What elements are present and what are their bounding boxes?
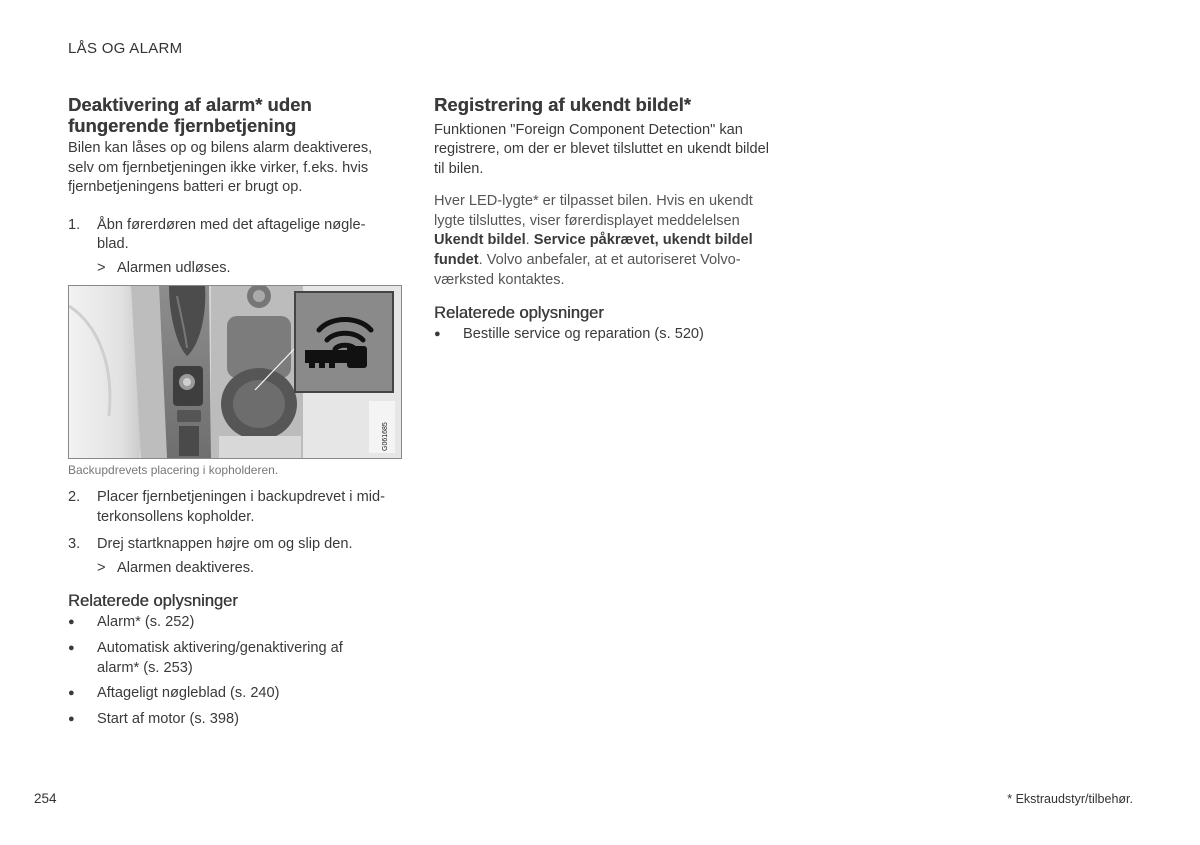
related-link-text: Start af motor (s. 398) <box>97 710 239 727</box>
left-intro: Bilen kan låses op og bilens alarm deaktiveres, selv om fjernbetjeningen ikke virker, f.eks. hvis fjernbetjeningens batteri er brugt op. <box>68 140 373 196</box>
bullet-icon: ● <box>68 687 75 700</box>
step-3-result <box>97 559 403 579</box>
right-paragraph <box>434 192 769 290</box>
result-text: Alarmen udløses. <box>117 259 231 276</box>
related-link[interactable] <box>434 325 774 345</box>
display-message-2: Service påkrævet, ukendt bildel fundet <box>434 232 753 269</box>
section-header: LÅS OG ALARM <box>68 40 183 57</box>
related-link[interactable] <box>68 710 403 730</box>
figure-caption: Backupdrevets placering i kopholderen. <box>68 463 279 477</box>
step-3 <box>68 535 403 555</box>
related-link-text: Aftageligt nøgleblad (s. 240) <box>97 685 280 702</box>
figure-code: G061685 <box>382 422 389 451</box>
paragraph-text: Hver LED-lygte* er tilpasset bilen. Hvis en ukendt lygte tilsluttes, viser førerdisplayet meddelelsen <box>434 193 753 229</box>
step-1 <box>68 216 403 255</box>
step-text: Åbn førerdøren med det aftagelige nøgle-blad. <box>97 216 366 253</box>
left-related-heading: Relaterede oplysninger <box>68 592 238 611</box>
bullet-icon: ● <box>68 616 75 629</box>
cupholder-figure <box>68 285 402 459</box>
related-link[interactable] <box>68 684 403 704</box>
page-number: 254 <box>34 791 57 806</box>
paragraph-text-end: . Volvo anbefaler, at et autoriseret Volvo-værksted kontaktes. <box>434 252 741 288</box>
result-marker: > <box>97 559 106 576</box>
step-1-result <box>97 259 403 279</box>
related-link[interactable] <box>68 639 403 678</box>
left-column-lower <box>68 488 403 729</box>
separator: . <box>525 232 534 249</box>
bullet-icon: ● <box>68 641 75 654</box>
step-text: Placer fjernbetjeningen i backupdrevet i mid-terkonsollens kopholder. <box>97 489 385 525</box>
result-marker: > <box>97 259 106 276</box>
step-number: 3. <box>68 536 81 553</box>
related-link[interactable] <box>68 613 403 633</box>
right-intro: Funktionen "Foreign Component Detection" kan registrere, om der er blevet tilsluttet en ukendt bildel til bilen. <box>434 121 770 177</box>
right-title: Registrering af ukendt bildel* <box>434 94 691 115</box>
display-message-1: Ukendt bildel <box>434 232 526 249</box>
result-text: Alarmen deaktiveres. <box>117 559 255 576</box>
left-title-line2: fungerende fjernbetjening <box>68 114 297 136</box>
step-text: Drej startknappen højre om og slip den. <box>97 536 353 553</box>
step-number: 2. <box>68 489 81 505</box>
left-title <box>68 95 403 136</box>
bullet-icon: ● <box>68 712 75 725</box>
step-number: 1. <box>68 216 81 233</box>
footnote: * Ekstraudstyr/tilbehør. <box>1007 792 1133 806</box>
related-link-text: Alarm* (s. 252) <box>97 614 195 631</box>
right-column <box>434 95 774 345</box>
related-link-text: Automatisk aktivering/genaktivering af alarm* (s. 253) <box>97 639 343 676</box>
console-illustration <box>69 286 401 458</box>
step-2 <box>68 488 403 527</box>
bullet-icon: ● <box>434 328 441 341</box>
right-related-heading: Relaterede oplysninger <box>434 304 604 323</box>
related-link-text: Bestille service og reparation (s. 520) <box>463 326 704 343</box>
left-title-line1: Deaktivering af alarm* uden <box>68 94 312 115</box>
left-column <box>68 95 403 279</box>
